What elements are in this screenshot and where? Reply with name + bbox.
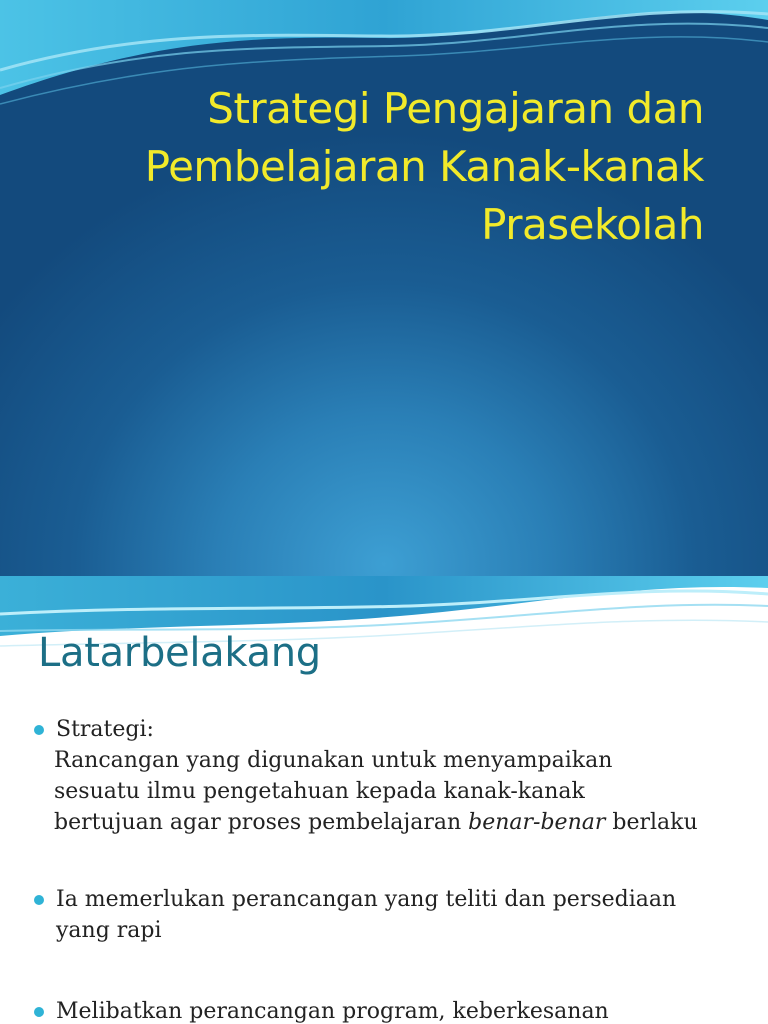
bullet-line: Melibatkan perancangan program, keberkesanan — [56, 999, 609, 1024]
description-line — [54, 807, 734, 838]
text-segment: bertujuan agar proses pembelajaran — [54, 810, 469, 835]
bullet-icon — [34, 725, 44, 735]
bullet-description — [34, 745, 734, 838]
bullet-label: Strategi: — [56, 717, 154, 742]
emphasis-text: benar-benar — [468, 810, 606, 835]
title-line-2: Pembelajaran Kanak-kanak — [144, 142, 704, 191]
slide-heading: Latarbelakang — [38, 630, 321, 676]
description-line: Rancangan yang digunakan untuk menyampaikan — [54, 748, 613, 773]
bullet-line: yang rapi — [56, 918, 162, 943]
title-line-1: Strategi Pengajaran dan — [207, 84, 704, 133]
description-line: sesuatu ilmu pengetahuan kepada kanak-kanak — [54, 779, 585, 804]
bullet-icon — [34, 895, 44, 905]
content-slide — [0, 576, 768, 1024]
bullet-item — [34, 996, 734, 1024]
text-segment: berlaku — [605, 810, 698, 835]
title-line-3: Prasekolah — [481, 200, 704, 249]
slide-title — [64, 80, 704, 254]
bullet-icon — [34, 1007, 44, 1017]
bullet-line: Ia memerlukan perancangan yang teliti dan persediaan — [56, 887, 677, 912]
bullet-list — [34, 714, 734, 1024]
bullet-item — [34, 714, 734, 745]
bullet-item — [34, 884, 734, 946]
